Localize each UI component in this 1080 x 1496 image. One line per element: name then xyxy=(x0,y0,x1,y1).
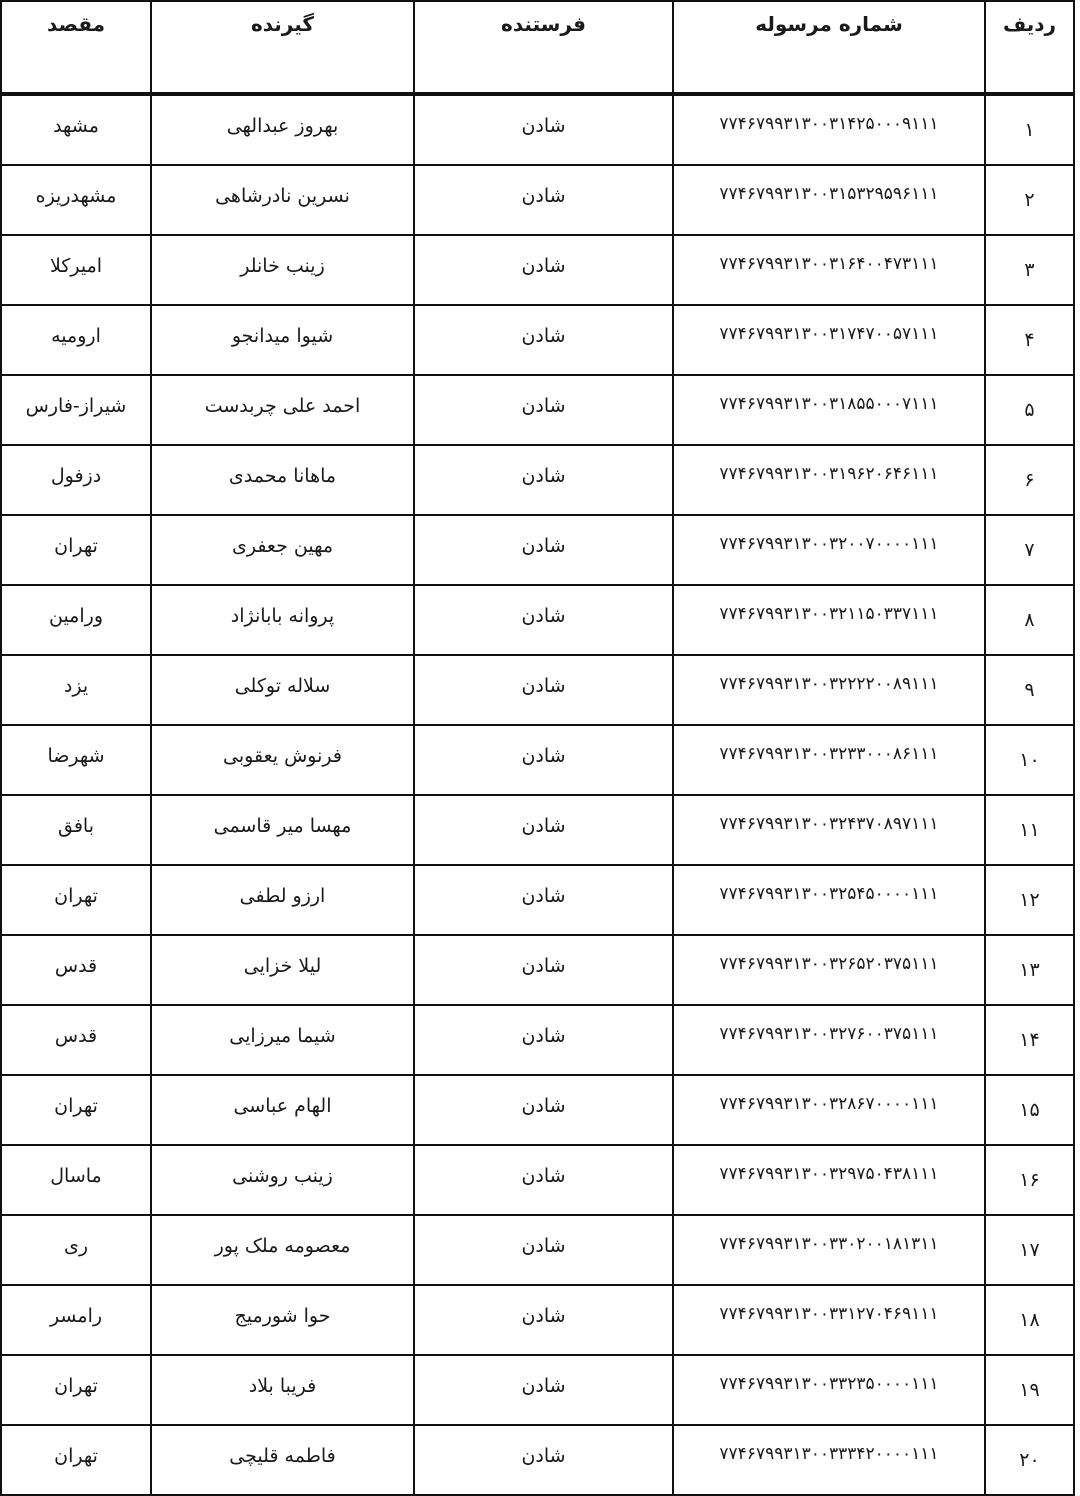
tracking-number-cell: ۷۷۴۶۷۹۹۳۱۳۰۰۳۱۹۶۲۰۶۴۶۱۱۱ xyxy=(673,445,985,515)
row-number-cell: ۱۲ xyxy=(985,865,1074,935)
sender-cell: شادن xyxy=(414,1285,673,1355)
destination-cell: تهران xyxy=(1,515,151,585)
table-row xyxy=(1,94,1074,165)
table-row xyxy=(1,1425,1074,1495)
receiver-cell: احمد علی چربدست xyxy=(151,375,414,445)
receiver-cell: شیما میرزایی xyxy=(151,1005,414,1075)
row-number-cell: ۸ xyxy=(985,585,1074,655)
table-row xyxy=(1,515,1074,585)
tracking-number-cell: ۷۷۴۶۷۹۹۳۱۳۰۰۳۳۳۴۲۰۰۰۰۱۱۱ xyxy=(673,1425,985,1495)
tracking-number-cell: ۷۷۴۶۷۹۹۳۱۳۰۰۳۲۰۰۷۰۰۰۰۱۱۱ xyxy=(673,515,985,585)
sender-cell: شادن xyxy=(414,445,673,515)
sender-cell: شادن xyxy=(414,305,673,375)
table-row xyxy=(1,1145,1074,1215)
tracking-number-cell: ۷۷۴۶۷۹۹۳۱۳۰۰۳۲۹۷۵۰۴۳۸۱۱۱ xyxy=(673,1145,985,1215)
header-row xyxy=(1,1,1074,94)
destination-cell: مشهد xyxy=(1,94,151,165)
destination-cell: تهران xyxy=(1,865,151,935)
tracking-number-cell: ۷۷۴۶۷۹۹۳۱۳۰۰۳۳۲۳۵۰۰۰۰۱۱۱ xyxy=(673,1355,985,1425)
receiver-cell: فاطمه قلیچی xyxy=(151,1425,414,1495)
tracking-number-cell: ۷۷۴۶۷۹۹۳۱۳۰۰۳۲۵۴۵۰۰۰۰۱۱۱ xyxy=(673,865,985,935)
tracking-number-cell: ۷۷۴۶۷۹۹۳۱۳۰۰۳۲۶۵۲۰۳۷۵۱۱۱ xyxy=(673,935,985,1005)
table-row xyxy=(1,585,1074,655)
receiver-cell: حوا شورمیج xyxy=(151,1285,414,1355)
header-destination: مقصد xyxy=(1,1,151,94)
table-row xyxy=(1,375,1074,445)
tracking-number-cell: ۷۷۴۶۷۹۹۳۱۳۰۰۳۲۲۲۲۰۰۸۹۱۱۱ xyxy=(673,655,985,725)
receiver-cell: مهین جعفری xyxy=(151,515,414,585)
row-number-cell: ۱۷ xyxy=(985,1215,1074,1285)
sender-cell: شادن xyxy=(414,725,673,795)
sender-cell: شادن xyxy=(414,165,673,235)
table-row xyxy=(1,795,1074,865)
row-number-cell: ۱۸ xyxy=(985,1285,1074,1355)
table-row xyxy=(1,1075,1074,1145)
tracking-number-cell: ۷۷۴۶۷۹۹۳۱۳۰۰۳۲۱۱۵۰۳۳۷۱۱۱ xyxy=(673,585,985,655)
table-row xyxy=(1,865,1074,935)
sender-cell: شادن xyxy=(414,935,673,1005)
row-number-cell: ۲۰ xyxy=(985,1425,1074,1495)
destination-cell: تهران xyxy=(1,1355,151,1425)
destination-cell: شیراز-فارس xyxy=(1,375,151,445)
row-number-cell: ۱ xyxy=(985,94,1074,165)
sender-cell: شادن xyxy=(414,585,673,655)
destination-cell: قدس xyxy=(1,1005,151,1075)
table-row xyxy=(1,165,1074,235)
destination-cell: ورامین xyxy=(1,585,151,655)
destination-cell: ری xyxy=(1,1215,151,1285)
destination-cell: مشهدریزه xyxy=(1,165,151,235)
receiver-cell: سلاله توکلی xyxy=(151,655,414,725)
header-tracking-number: شماره مرسوله xyxy=(673,1,985,94)
destination-cell: امیرکلا xyxy=(1,235,151,305)
receiver-cell: شیوا میدانجو xyxy=(151,305,414,375)
receiver-cell: ماهانا محمدی xyxy=(151,445,414,515)
row-number-cell: ۱۵ xyxy=(985,1075,1074,1145)
tracking-number-cell: ۷۷۴۶۷۹۹۳۱۳۰۰۳۱۵۳۲۹۵۹۶۱۱۱ xyxy=(673,165,985,235)
tracking-number-cell: ۷۷۴۶۷۹۹۳۱۳۰۰۳۱۸۵۵۰۰۰۷۱۱۱ xyxy=(673,375,985,445)
destination-cell: قدس xyxy=(1,935,151,1005)
table-header xyxy=(1,1,1074,94)
destination-cell: تهران xyxy=(1,1075,151,1145)
table-row xyxy=(1,655,1074,725)
receiver-cell: فرنوش یعقوبی xyxy=(151,725,414,795)
receiver-cell: فریبا بلاد xyxy=(151,1355,414,1425)
tracking-number-cell: ۷۷۴۶۷۹۹۳۱۳۰۰۳۱۷۴۷۰۰۵۷۱۱۱ xyxy=(673,305,985,375)
destination-cell: یزد xyxy=(1,655,151,725)
sender-cell: شادن xyxy=(414,655,673,725)
tracking-number-cell: ۷۷۴۶۷۹۹۳۱۳۰۰۳۲۴۳۷۰۸۹۷۱۱۱ xyxy=(673,795,985,865)
receiver-cell: مهسا میر قاسمی xyxy=(151,795,414,865)
sender-cell: شادن xyxy=(414,515,673,585)
sender-cell: شادن xyxy=(414,1355,673,1425)
row-number-cell: ۷ xyxy=(985,515,1074,585)
header-receiver: گیرنده xyxy=(151,1,414,94)
table-row xyxy=(1,935,1074,1005)
receiver-cell: زینب روشنی xyxy=(151,1145,414,1215)
destination-cell: دزفول xyxy=(1,445,151,515)
destination-cell: بافق xyxy=(1,795,151,865)
row-number-cell: ۳ xyxy=(985,235,1074,305)
row-number-cell: ۵ xyxy=(985,375,1074,445)
table-body xyxy=(1,94,1074,1495)
row-number-cell: ۱۶ xyxy=(985,1145,1074,1215)
tracking-number-cell: ۷۷۴۶۷۹۹۳۱۳۰۰۳۲۸۶۷۰۰۰۰۱۱۱ xyxy=(673,1075,985,1145)
tracking-number-cell: ۷۷۴۶۷۹۹۳۱۳۰۰۳۳۱۲۷۰۴۶۹۱۱۱ xyxy=(673,1285,985,1355)
receiver-cell: زینب خانلر xyxy=(151,235,414,305)
row-number-cell: ۱۹ xyxy=(985,1355,1074,1425)
table-row xyxy=(1,1215,1074,1285)
receiver-cell: نسرین نادرشاهی xyxy=(151,165,414,235)
tracking-number-cell: ۷۷۴۶۷۹۹۳۱۳۰۰۳۲۳۳۰۰۰۸۶۱۱۱ xyxy=(673,725,985,795)
sender-cell: شادن xyxy=(414,1145,673,1215)
table-row xyxy=(1,445,1074,515)
row-number-cell: ۹ xyxy=(985,655,1074,725)
destination-cell: تهران xyxy=(1,1425,151,1495)
sender-cell: شادن xyxy=(414,235,673,305)
header-row-number: ردیف xyxy=(985,1,1074,94)
tracking-number-cell: ۷۷۴۶۷۹۹۳۱۳۰۰۳۱۶۴۰۰۴۷۳۱۱۱ xyxy=(673,235,985,305)
row-number-cell: ۶ xyxy=(985,445,1074,515)
tracking-number-cell: ۷۷۴۶۷۹۹۳۱۳۰۰۳۳۰۲۰۰۱۸۱۳۱۱ xyxy=(673,1215,985,1285)
table-row xyxy=(1,1005,1074,1075)
table-row xyxy=(1,725,1074,795)
receiver-cell: الهام عباسی xyxy=(151,1075,414,1145)
destination-cell: ارومیه xyxy=(1,305,151,375)
receiver-cell: بهروز عبدالهی xyxy=(151,94,414,165)
sender-cell: شادن xyxy=(414,1005,673,1075)
sender-cell: شادن xyxy=(414,1425,673,1495)
row-number-cell: ۲ xyxy=(985,165,1074,235)
header-sender: فرستنده xyxy=(414,1,673,94)
sender-cell: شادن xyxy=(414,1215,673,1285)
destination-cell: رامسر xyxy=(1,1285,151,1355)
tracking-number-cell: ۷۷۴۶۷۹۹۳۱۳۰۰۳۲۷۶۰۰۳۷۵۱۱۱ xyxy=(673,1005,985,1075)
table-row xyxy=(1,305,1074,375)
row-number-cell: ۱۳ xyxy=(985,935,1074,1005)
row-number-cell: ۱۱ xyxy=(985,795,1074,865)
receiver-cell: پروانه بابانژاد xyxy=(151,585,414,655)
sender-cell: شادن xyxy=(414,795,673,865)
receiver-cell: معصومه ملک پور xyxy=(151,1215,414,1285)
receiver-cell: لیلا خزایی xyxy=(151,935,414,1005)
table-row xyxy=(1,235,1074,305)
table-row xyxy=(1,1285,1074,1355)
table-row xyxy=(1,1355,1074,1425)
sender-cell: شادن xyxy=(414,1075,673,1145)
destination-cell: شهرضا xyxy=(1,725,151,795)
sender-cell: شادن xyxy=(414,375,673,445)
sender-cell: شادن xyxy=(414,865,673,935)
sender-cell: شادن xyxy=(414,94,673,165)
receiver-cell: ارزو لطفی xyxy=(151,865,414,935)
row-number-cell: ۴ xyxy=(985,305,1074,375)
row-number-cell: ۱۰ xyxy=(985,725,1074,795)
tracking-number-cell: ۷۷۴۶۷۹۹۳۱۳۰۰۳۱۴۲۵۰۰۰۹۱۱۱ xyxy=(673,94,985,165)
destination-cell: ماسال xyxy=(1,1145,151,1215)
row-number-cell: ۱۴ xyxy=(985,1005,1074,1075)
